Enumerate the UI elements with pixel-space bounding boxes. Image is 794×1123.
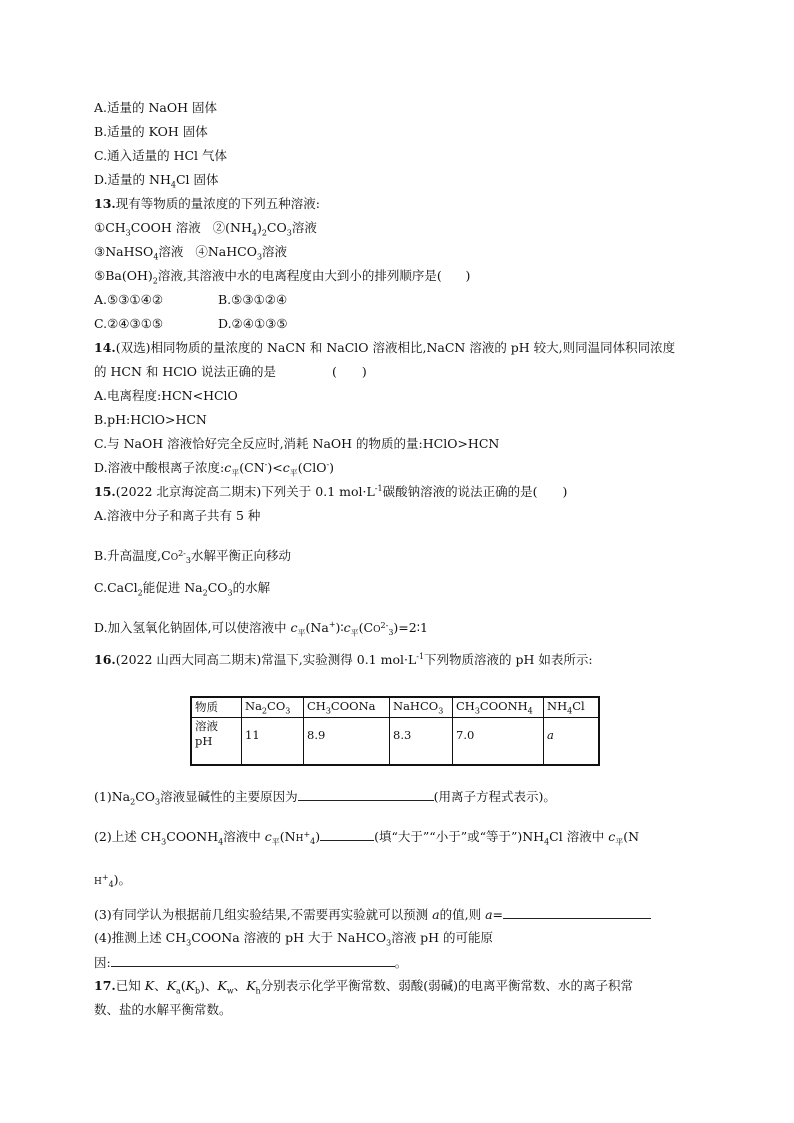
header-nahco3: NaHCO$_3$ xyxy=(390,697,453,718)
q15-stem: 15.(2022 北京海淀高二期末)下列关于 0.1 $mol\cdot L^{-1}$碳酸钠溶液的说法正确的是( ) xyxy=(94,483,568,499)
q14-stem-line1: 14.(双选)相同物质的量浓度的 NaCN 和 NaClO 溶液相比,NaCN 溶液的 pH 较大,则同温同体积同浓度 xyxy=(94,340,676,355)
answer-blank-3[interactable] xyxy=(503,906,651,919)
q16-stem: 16.(2022 山西大同高二期末)常温下,实验测得 0.1 $mol\cdot L^{-1}$下列物质溶液的 pH 如表所示: xyxy=(94,651,593,667)
cell-ph-nahco3: 8.3 xyxy=(390,718,453,766)
q13-solutions-3-4: ③NaHSO$_4$溶液 ④NaHCO$_3$溶液 xyxy=(94,244,288,262)
cell-ph-ch3coonh4: 7.0 xyxy=(453,718,544,766)
answer-blank-1[interactable] xyxy=(298,788,434,801)
q15-option-c: C.CaCl$_2$能促进 $Na_2CO_3$的水解 xyxy=(94,580,271,598)
q13-option-d: D.②④①③⑤ xyxy=(218,316,288,331)
q14-option-d: D.溶液中酸根离子浓度$:c_平(CN^-)<c_平(ClO^-)$ xyxy=(94,459,335,478)
q13-option-b: B.⑤③①②④ xyxy=(218,292,288,307)
table-row xyxy=(191,718,599,766)
q12-option-d: D.适量的 $NH_4Cl$ 固体 xyxy=(94,172,219,190)
q17-stem-line2: 数、盐的水解平衡常数。 xyxy=(94,1002,232,1017)
q13-stem: 13.现有等物质的量浓度的下列五种溶液: xyxy=(94,196,320,211)
table-header-row xyxy=(191,697,599,718)
answer-blank-4[interactable] xyxy=(111,954,395,967)
q15-option-a: A.溶液中分子和离子共有 5 种 xyxy=(94,508,261,523)
q16-part-2: (2)上述 $CH_3COONH_4$溶液中 $c_平(NH^+_4)$ (填“大于”“小于”或“等于$”)NH_4Cl$ 溶液中 $c_平(N$ xyxy=(94,829,640,847)
header-substance: 物质 xyxy=(191,697,242,718)
header-nh4cl: $NH_4Cl$ xyxy=(544,697,600,718)
q16-part-1: $(1)Na_2CO_3$溶液显碱性的主要原因为 (用离子方程式表示)。 xyxy=(94,789,556,807)
cell-ph-ch3coona: 8.9 xyxy=(304,718,390,766)
header-ch3coonh4: $CH_3COONH_4$ xyxy=(453,697,544,718)
q14-stem-line2: 的 HCN 和 HClO 说法正确的是 ( ) xyxy=(94,364,367,379)
q13-solutions-1-2: $①CH_3COOH$ 溶液 $②(NH_4)_2CO_3$溶液 xyxy=(94,220,317,238)
header-na2co3: $Na_2CO_3$ xyxy=(242,697,304,718)
q15-option-b: B.升高温度$,CO^{2-}_3$水解平衡正向移动 xyxy=(94,548,291,565)
q16-part-4-cont: 因: 。 xyxy=(94,955,408,970)
q14-option-b: B.pH:HClO>HCN xyxy=(94,412,207,427)
q14-option-a: A.电离程度:HCN<HClO xyxy=(94,388,238,403)
answer-blank-2[interactable] xyxy=(320,828,374,841)
q13-option-c: C.②④③①⑤ xyxy=(94,316,164,331)
q16-part-3: (3)有同学认为根据前几组实验结果,不需要再实验就可以预测 a的值,则 a= xyxy=(94,906,651,923)
q17-stem-line1: 17.已知 K、$K_a(K_b)$、$K_w$、$K_h$分别表示化学平衡常数、弱酸(弱碱)的电离平衡常数、水的离子积常 xyxy=(94,978,633,996)
header-ch3coona: $CH_3COONa$ xyxy=(304,697,390,718)
q12-option-a: A.适量的 NaOH 固体 xyxy=(94,100,217,115)
q14-option-c: C.与 NaOH 溶液恰好完全反应时,消耗 NaOH 的物质的量:HClO>HCN xyxy=(94,436,500,451)
q12-option-c: C.通入适量的 HCl 气体 xyxy=(94,148,228,163)
q15-option-d: D.加入氢氧化钠固体,可以使溶液中 $c_平(Na^+)∶c_平(CO^{2-}_3)=2∶1$ xyxy=(94,619,428,638)
q13-option-a: A.⑤③①④② xyxy=(94,292,164,307)
q16-part-4: (4)推测上述 $CH_3COONa$ 溶液的 pH 大于 NaHCO$_3$溶液 pH 的可能原 xyxy=(94,930,494,948)
q16-part-2-cont: $H^+_4$)。 xyxy=(94,872,132,889)
cell-ph-na2co3: 11 xyxy=(242,718,304,766)
q13-solution-5: $⑤Ba(OH)_2$溶液,其溶液中水的电离程度由大到小的排列顺序是( ) xyxy=(94,268,471,286)
ph-table xyxy=(190,696,600,766)
q12-option-b: B.适量的 KOH 固体 xyxy=(94,124,208,139)
cell-ph-nh4cl: a xyxy=(544,718,600,766)
row-label-ph: 溶液 pH xyxy=(191,718,242,766)
